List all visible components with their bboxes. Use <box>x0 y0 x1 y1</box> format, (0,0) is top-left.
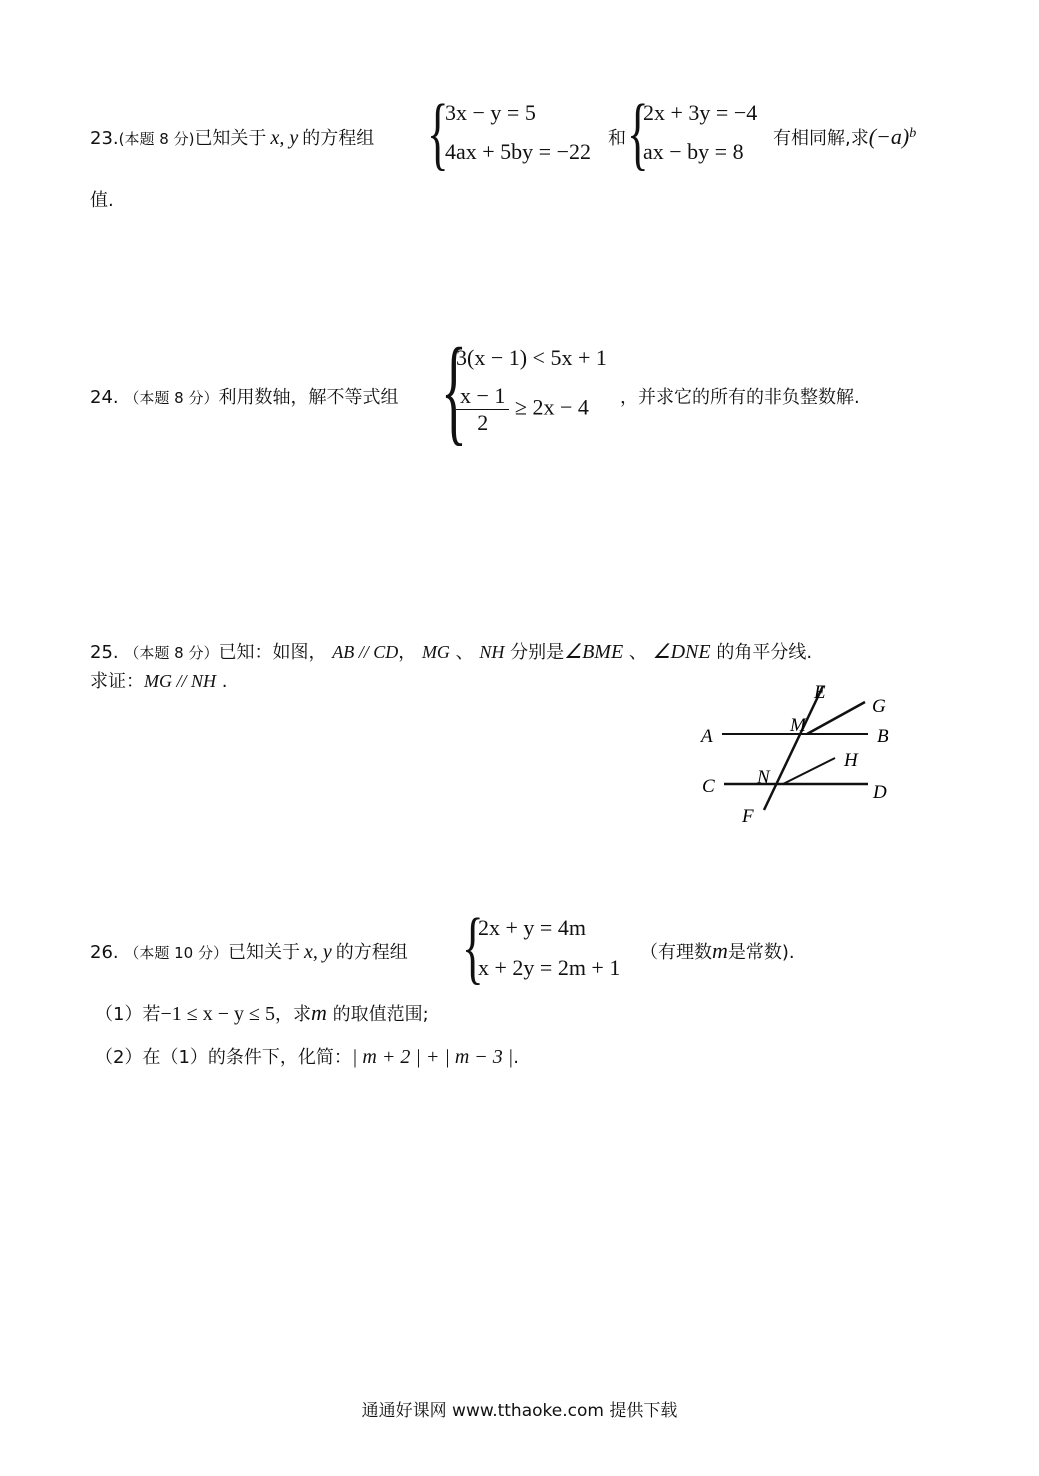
label-d: D <box>873 782 887 803</box>
q25-sep2: 、 <box>455 642 474 663</box>
q25-points: （本题 8 分） <box>124 644 219 662</box>
q23-sys1-eq1: 3x − y = 5 <box>445 100 536 125</box>
q26-text-d: 是常数). <box>727 942 795 963</box>
q26-part2-expr: | m + 2 | + | m − 3 | <box>351 1046 514 1068</box>
q25-intro <box>90 638 812 664</box>
q26-eq1: 2x + y = 4m <box>478 915 586 940</box>
q26-note <box>640 938 795 964</box>
q26-vars: x, y <box>304 941 332 963</box>
q24-ineq2-rhs: ≥ 2x − 4 <box>514 394 589 420</box>
q23-intro <box>90 124 374 150</box>
q23-vars: x, y <box>270 127 299 149</box>
q23-sys2-eq2: ax − by = 8 <box>643 139 744 164</box>
q23-text-a: 已知关于 <box>194 128 267 149</box>
label-h: H <box>844 750 858 771</box>
q26-part1-end: 的取值范围; <box>332 1004 429 1025</box>
q23-conj: 和 <box>608 128 626 149</box>
q24-brace: { <box>441 323 467 456</box>
q25-sep3: 、 <box>628 642 647 663</box>
q26-part1-cond: −1 ≤ x − y ≤ 5 <box>160 1003 275 1025</box>
q26-m-var: m <box>712 938 728 963</box>
label-g: G <box>872 696 886 717</box>
q23-text-b: 的方程组 <box>302 128 375 149</box>
q25-sep1: ， <box>398 642 417 663</box>
q24-frac-num: x − 1 <box>456 383 509 410</box>
q25-prove-label: 求证： <box>90 671 144 692</box>
q24-intro <box>90 383 398 409</box>
q23-brace-2: { <box>627 87 649 178</box>
q23-sys1-eq2: 4ax + 5by = −22 <box>445 139 591 164</box>
q23-text-c-label: 有相同解,求 <box>773 128 869 149</box>
label-b: B <box>877 726 889 747</box>
q24-number: 24. <box>90 387 119 408</box>
q25-number: 25. <box>90 642 119 663</box>
q25-given3: NH <box>479 642 505 662</box>
q26-part1-m: m <box>310 1000 327 1025</box>
q26-intro <box>90 938 408 964</box>
q24-frac-den: 2 <box>477 410 489 435</box>
q26-eq2: x + 2y = 2m + 1 <box>478 955 621 980</box>
ray-mg <box>807 702 865 734</box>
q26-brace: { <box>462 901 484 992</box>
q25-given2: MG <box>421 642 450 662</box>
q23-expr-exp: b <box>909 126 917 141</box>
q23-text-end: 值. <box>90 190 114 211</box>
q23-points: (本题 8 分) <box>118 130 195 148</box>
q23-brace-1: { <box>427 87 449 178</box>
q23-sys2-eq1: 2x + 3y = −4 <box>643 100 758 125</box>
q26-part2 <box>95 1043 519 1069</box>
q26-part1-text: ，求 <box>274 1004 311 1025</box>
q23-number: 23. <box>90 128 119 149</box>
q25-text-a: 已知：如图， <box>218 642 327 663</box>
label-c: C <box>702 776 715 797</box>
q24-text-b: ，并求它的所有的非负整数解. <box>620 387 860 408</box>
q26-part1-label: （1）若 <box>95 1004 161 1025</box>
q24-ineq2 <box>456 383 589 436</box>
q26-points: （本题 10 分） <box>124 944 228 962</box>
q24-text-a: 利用数轴，解不等式组 <box>218 387 399 408</box>
q24-ineq1: 3(x − 1) < 5x + 1 <box>456 345 607 370</box>
q26-part1 <box>95 1000 429 1026</box>
q25-text-b: 分别是 <box>510 642 565 663</box>
page-footer: 通通好课网 www.tthaoke.com 提供下载 <box>361 1401 678 1421</box>
line-ef <box>764 686 823 810</box>
q26-text-b: 的方程组 <box>335 942 408 963</box>
q26-number: 26. <box>90 942 119 963</box>
q24-points: （本题 8 分） <box>124 389 219 407</box>
q25-angle1: ∠BME <box>564 641 624 663</box>
label-m: M <box>790 715 806 736</box>
q24-fraction <box>456 383 509 436</box>
q26-text-c: （有理数 <box>640 942 712 963</box>
q26-part2-end: . <box>513 1047 520 1068</box>
q25-prove-end: . <box>221 671 228 692</box>
label-f: F <box>742 806 754 827</box>
q25-angle2: ∠DNE <box>652 641 711 663</box>
q23-text-c <box>773 124 916 150</box>
label-n: N <box>757 767 770 788</box>
q23-expr-base: (−a) <box>868 124 910 149</box>
label-e: E <box>814 682 826 703</box>
q25-prove-stmt: MG // NH <box>144 671 216 691</box>
q26-text-a: 已知关于 <box>228 942 300 963</box>
label-a: A <box>701 726 713 747</box>
q25-figure <box>680 670 920 830</box>
q25-prove <box>90 667 227 693</box>
ray-nh <box>783 758 835 784</box>
q25-text-c: 的角平分线. <box>716 642 813 663</box>
q25-given1: AB // CD <box>332 642 399 662</box>
q26-part2-label: （2）在（1）的条件下，化简： <box>95 1047 352 1068</box>
